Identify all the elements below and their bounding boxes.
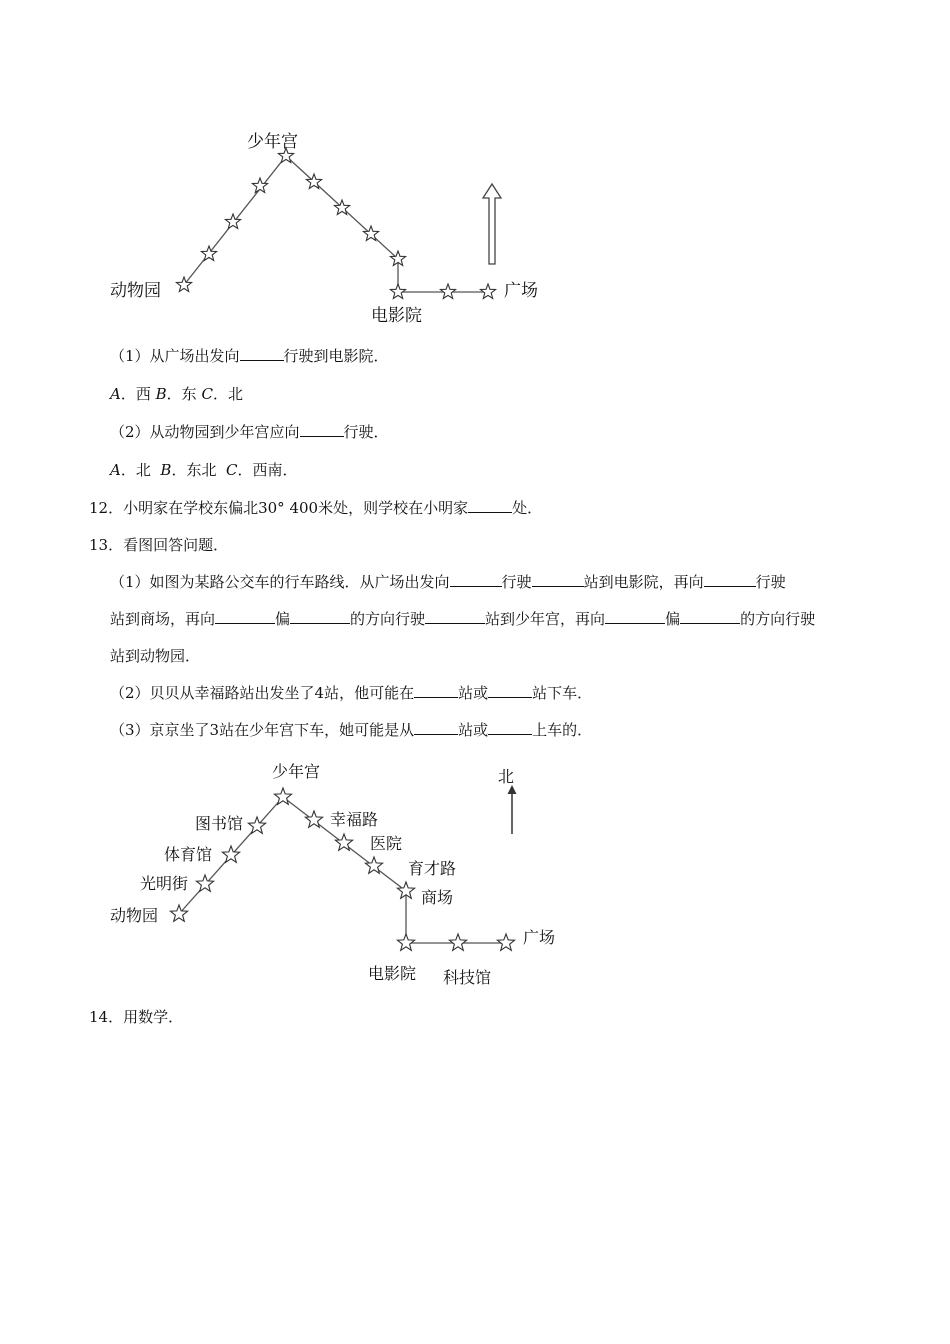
bus-route-map-1 (100, 118, 560, 333)
north-arrow-icon (508, 785, 517, 834)
bus-stop-star-icon (252, 178, 267, 193)
label-square: 广场 (504, 281, 538, 301)
q11-part1: （1）从广场出发向 行驶到电影院． (110, 347, 389, 365)
answer-blank[interactable] (468, 498, 512, 513)
bus-route-map-2 (100, 755, 570, 990)
q14-title: 14．用数学． (89, 1008, 184, 1026)
bus-stop-star-icon (449, 934, 466, 950)
q13-title: 13．看图回答问题． (89, 536, 229, 554)
answer-blank[interactable] (414, 720, 458, 735)
label-science: 科技馆 (443, 968, 492, 987)
label-xingfu: 幸福路 (330, 810, 379, 829)
answer-blank[interactable] (290, 609, 350, 624)
label-library: 图书馆 (195, 814, 244, 833)
label-hospital: 医院 (370, 834, 403, 853)
answer-blank[interactable] (680, 609, 740, 624)
label-cinema: 电影院 (368, 964, 417, 983)
answer-blank[interactable] (605, 609, 665, 624)
bus-stop-star-icon (440, 284, 455, 299)
answer-blank[interactable] (414, 683, 458, 698)
answer-blank[interactable] (450, 572, 502, 587)
q11-part1-options: A．西 B．东 C．北 (110, 385, 243, 403)
q13-part3: （3）京京坐了3站在少年宫下车，她可能是从 站或 上车的． (110, 721, 593, 739)
q13-part1-line1: （1）如图为某路公交车的行车路线．从广场出发向 行驶 站到电影院，再向 行驶 (110, 573, 786, 591)
answer-blank[interactable] (300, 422, 344, 437)
q13-part1-line3: 站到动物园． (110, 647, 201, 665)
answer-blank[interactable] (240, 346, 284, 361)
answer-blank[interactable] (704, 572, 756, 587)
label-shaonian: 少年宫 (247, 132, 298, 152)
q12: 12．小明家在学校东偏北30° 400米处，则学校在小明家 处． (89, 499, 543, 517)
bus-stop-star-icon (201, 246, 216, 261)
bus-stop-star-icon (480, 284, 495, 299)
label-yucai: 育才路 (408, 859, 457, 878)
q11-part2: （2）从动物园到少年宫应向 行驶． (110, 423, 389, 441)
label-guangming: 光明街 (140, 874, 189, 893)
bus-stop-star-icon (390, 284, 405, 299)
q13-part2: （2）贝贝从幸福路站出发坐了4站，他可能在 站或 站下车． (110, 684, 593, 702)
label-square: 广场 (523, 928, 556, 947)
label-zoo: 动物园 (110, 281, 161, 301)
bus-stop-star-icon (397, 934, 414, 950)
label-gym: 体育馆 (164, 845, 213, 864)
bus-stop-star-icon (497, 934, 514, 950)
label-cinema: 电影院 (371, 306, 422, 326)
label-mall: 商场 (421, 888, 454, 907)
answer-blank[interactable] (488, 720, 532, 735)
label-shaonian: 少年宫 (272, 762, 321, 781)
answer-blank[interactable] (532, 572, 584, 587)
north-arrow-icon (483, 184, 501, 264)
answer-blank[interactable] (425, 609, 485, 624)
label-zoo: 动物园 (110, 906, 159, 925)
answer-blank[interactable] (488, 683, 532, 698)
label-north: 北 (498, 767, 515, 786)
q13-part1-line2: 站到商场，再向 偏 的方向行驶 站到少年宫，再向 偏 的方向行驶 (110, 610, 816, 628)
answer-blank[interactable] (215, 609, 275, 624)
q11-part2-options: A．北 B．东北 C．西南． (110, 461, 298, 479)
